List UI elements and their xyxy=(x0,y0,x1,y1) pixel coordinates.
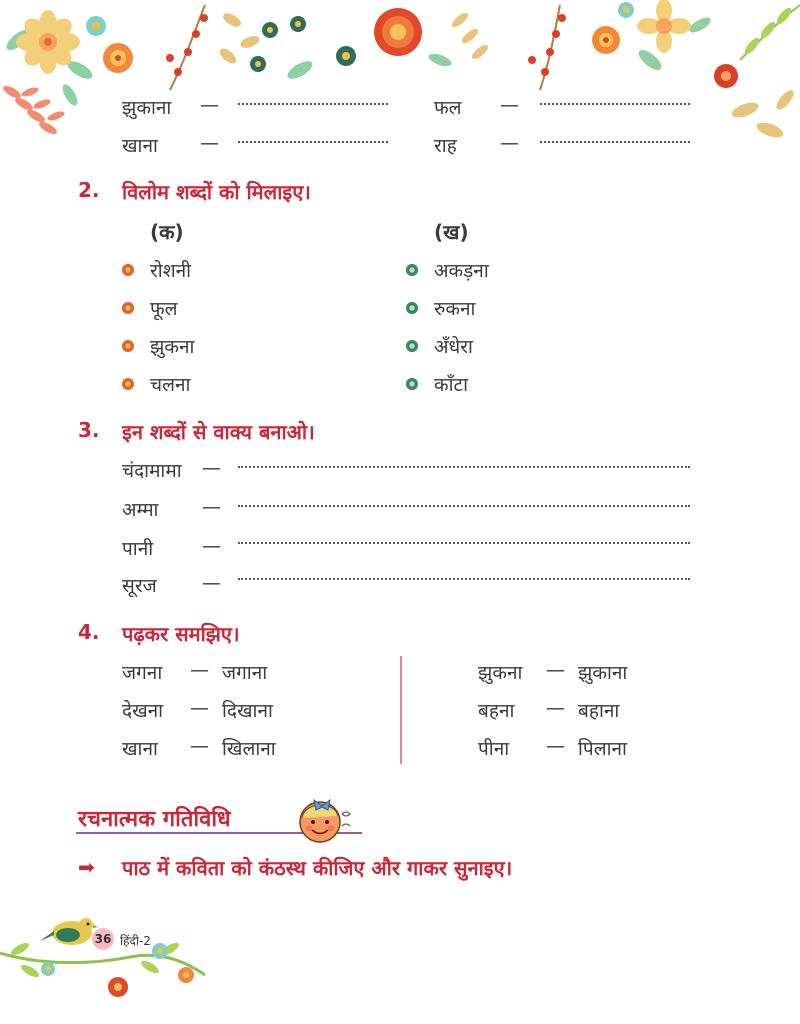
q3-word: चंदामामा xyxy=(122,460,182,482)
bird-branch-decoration xyxy=(0,905,210,1005)
ex1-right-word-1: फल xyxy=(434,97,462,119)
ex1-answer-line[interactable] xyxy=(540,103,690,105)
q3-word: सूरज xyxy=(122,575,157,597)
orange-flower-bullet-icon xyxy=(122,340,134,352)
q4-column-divider xyxy=(400,656,402,764)
ex1-dash: — xyxy=(500,132,519,154)
q3-word: पानी xyxy=(122,538,154,560)
q4-right-word-a: पीना xyxy=(478,738,510,760)
q4-right-word-b: झुकाना xyxy=(578,662,628,684)
q4-dash: — xyxy=(190,659,209,681)
orange-flower-bullet-icon xyxy=(122,302,134,314)
q4-left-word-b: दिखाना xyxy=(222,700,273,722)
smiling-girl-face-icon xyxy=(294,790,356,846)
q4-dash: — xyxy=(190,697,209,719)
q4-title: पढ़कर समझिए। xyxy=(122,622,240,646)
q4-left-word-a: खाना xyxy=(122,738,158,760)
q4-dash: — xyxy=(190,735,209,757)
ex1-answer-line[interactable] xyxy=(238,103,388,105)
q3-answer-line[interactable] xyxy=(238,505,690,507)
orange-flower-bullet-icon xyxy=(122,264,134,276)
arrow-right-icon: ➡ xyxy=(78,855,95,879)
q3-title: इन शब्दों से वाक्य बनाओ। xyxy=(122,420,315,444)
q3-dash: — xyxy=(202,572,221,594)
ex1-right-word-2: राह xyxy=(434,135,457,157)
green-flower-bullet-icon xyxy=(406,264,418,276)
ex1-dash: — xyxy=(200,132,219,154)
footer-book-title: हिंदी-2 xyxy=(120,934,151,948)
q2-col-b-heading: (ख) xyxy=(434,220,469,244)
q3-word: अम्मा xyxy=(122,499,159,521)
q2-col-a-item[interactable]: झुकना xyxy=(150,336,195,358)
page-number-badge: 36 xyxy=(92,928,114,950)
q2-col-a-item[interactable]: चलना xyxy=(150,374,191,396)
q3-answer-line[interactable] xyxy=(238,542,690,544)
q4-left-word-b: खिलाना xyxy=(222,738,276,760)
q4-dash: — xyxy=(546,697,565,719)
green-flower-bullet-icon xyxy=(406,340,418,352)
q4-number: 4. xyxy=(78,620,100,644)
q3-dash: — xyxy=(202,535,221,557)
q3-number: 3. xyxy=(78,418,100,442)
q4-dash: — xyxy=(546,735,565,757)
q2-title: विलोम शब्दों को मिलाइए। xyxy=(122,180,311,204)
q2-col-a-item[interactable]: फूल xyxy=(150,298,178,320)
orange-flower-bullet-icon xyxy=(122,378,134,390)
ex1-answer-line[interactable] xyxy=(540,141,690,143)
q2-col-b-item[interactable]: अँधेरा xyxy=(434,336,473,358)
ex1-dash: — xyxy=(200,94,219,116)
q4-right-word-b: बहाना xyxy=(578,700,620,722)
q3-dash: — xyxy=(202,457,221,479)
q4-right-word-a: झुकना xyxy=(478,662,523,684)
ex1-answer-line[interactable] xyxy=(238,141,388,143)
q4-left-word-a: देखना xyxy=(122,700,164,722)
q3-dash: — xyxy=(202,496,221,518)
q4-left-word-b: जगाना xyxy=(222,662,268,684)
ex1-left-word-2: खाना xyxy=(122,135,158,157)
q2-number: 2. xyxy=(78,178,100,202)
q4-dash: — xyxy=(546,659,565,681)
q4-right-word-b: पिलाना xyxy=(578,738,627,760)
q2-col-b-item[interactable]: अकड़ना xyxy=(434,260,489,282)
ex1-dash: — xyxy=(500,94,519,116)
green-flower-bullet-icon xyxy=(406,378,418,390)
ex1-left-word-1: झुकाना xyxy=(122,97,172,119)
green-flower-bullet-icon xyxy=(406,302,418,314)
q2-col-a-heading: (क) xyxy=(150,220,184,244)
q2-col-b-item[interactable]: रुकना xyxy=(434,298,476,320)
q3-answer-line[interactable] xyxy=(238,578,690,580)
q3-answer-line[interactable] xyxy=(238,466,690,468)
q2-col-b-item[interactable]: काँटा xyxy=(434,374,469,396)
q4-left-word-a: जगना xyxy=(122,662,163,684)
activity-title: रचनात्मक गतिविधि xyxy=(78,807,231,832)
q2-col-a-item[interactable]: रोशनी xyxy=(150,260,192,282)
q4-right-word-a: बहना xyxy=(478,700,515,722)
activity-instruction: पाठ में कविता को कंठस्थ कीजिए और गाकर सुनाइए। xyxy=(122,856,513,880)
floral-header-decoration xyxy=(0,0,800,150)
